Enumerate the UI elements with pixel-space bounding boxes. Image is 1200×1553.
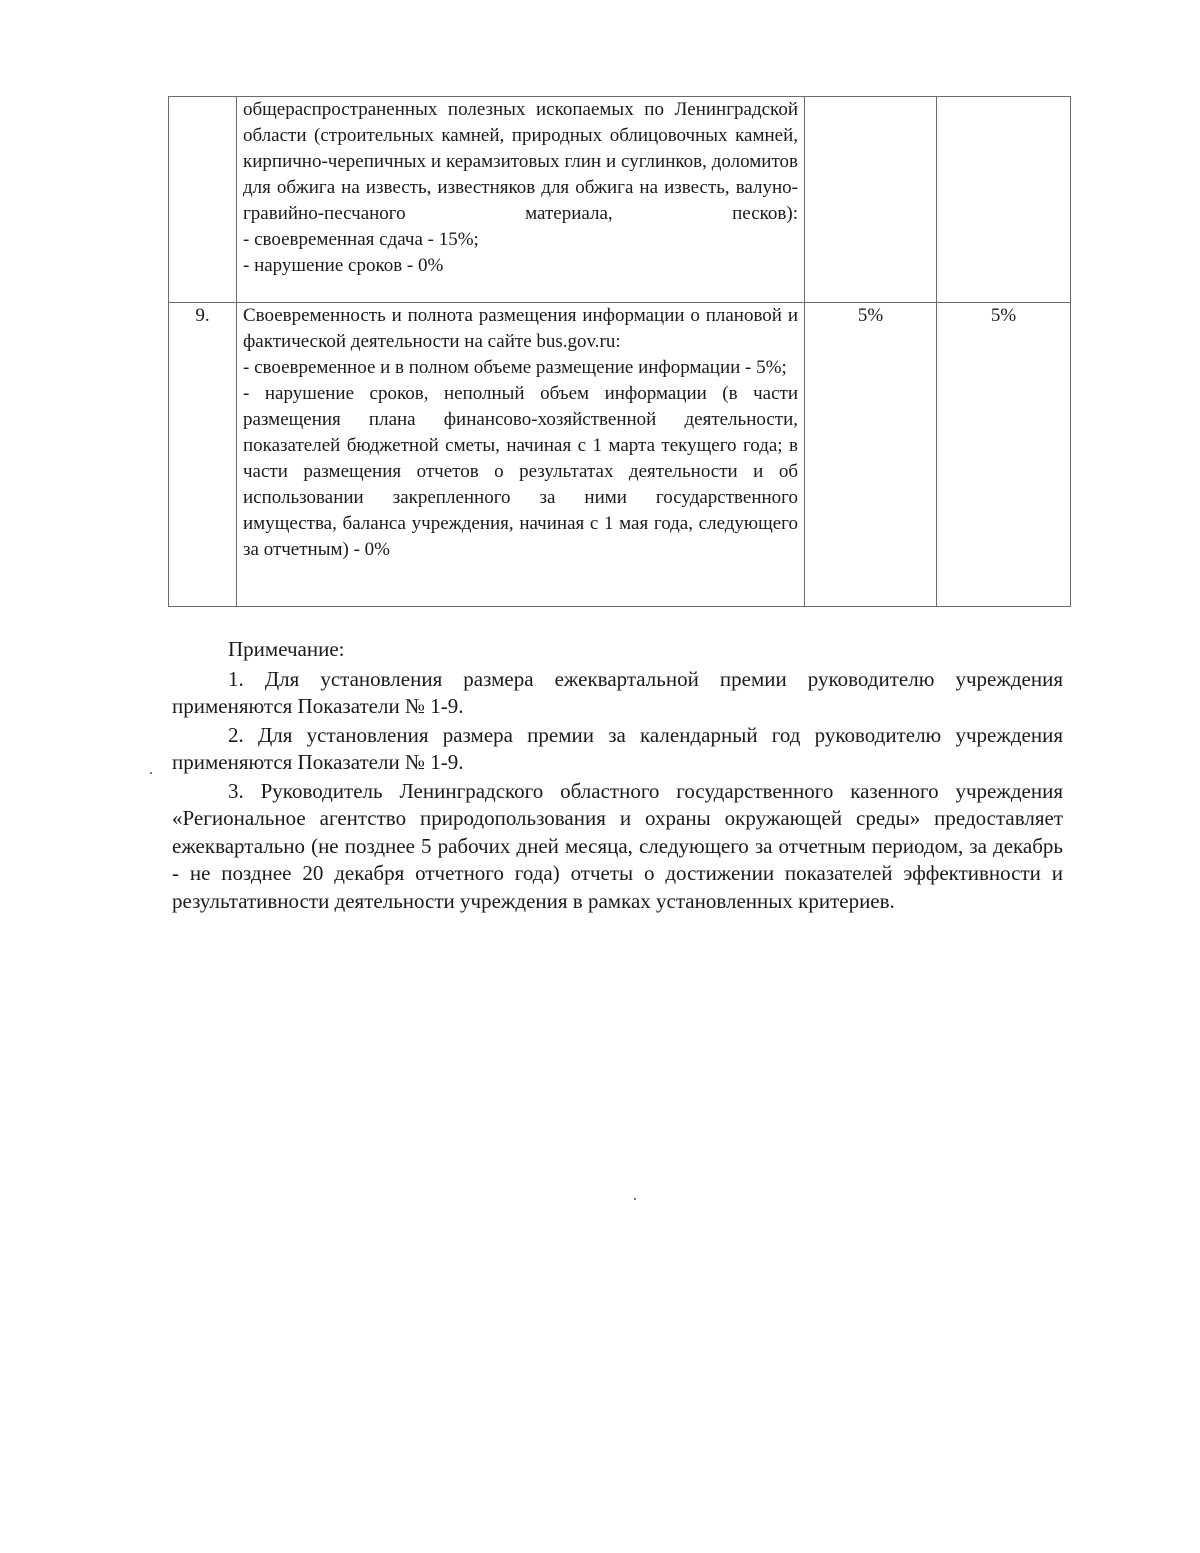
row-number: 9. [169,303,237,607]
criterion-text-line: общераспространенных полезных ископаемых по Ленинградской области (строительных камней, природных облицовочных камней, кирпично-черепичных и керамзитовых глин и суглинков, доломитов для обжига на известь, известняков для обжига на известь, валуно-гравийно-песчаного материала, песков): [243,99,798,224]
criterion-value: 5% [805,303,937,607]
criterion-text-line: - своевременная сдача - 15%; [243,229,479,250]
table-row [169,303,1071,607]
criterion-text-line: Своевременность и полнота размещения информации о плановой и фактической деятельности на сайте bus.gov.ru: [243,305,798,352]
note-item: 1. Для установления размера ежеквартальной премии руководителю учреждения применяются Показатели № 1-9. [172,666,1063,718]
criterion-text [237,303,805,607]
criterion-value: 5% [937,303,1071,607]
row-number [169,97,237,303]
criteria-table [168,96,1071,607]
notes-heading: Примечание: [228,637,345,661]
note-item: 3. Руководитель Ленинградского областного государственного казенного учреждения «Региональное агентство природопользования и охраны окружающей среды» предоставляет ежеквартально (не позднее 5 рабочих дней месяца, следующего за отчетным периодом, за декабрь - не позднее 20 декабря отчетного года) отчеты о достижении показателей эффективности и результативности деятельности учреждения в рамках установленных критериев. [172,778,1063,913]
criterion-text-line: - своевременное и в полном объеме размещение информации - 5%; [243,357,787,378]
table-row [169,97,1071,303]
criterion-value [937,97,1071,303]
scan-speck [150,772,152,774]
note-item: 2. Для установления размера премии за календарный год руководителю учреждения применяются Показатели № 1-9. [172,722,1063,774]
criterion-text [237,97,805,303]
criterion-text-line: - нарушение сроков, неполный объем информации (в части размещения плана финансово-хозяйственной деятельности, показателей бюджетной сметы, начиная с 1 марта текущего года; в части размещения отчетов о результатах деятельности и об использовании закрепленного за ними государственного имущества, баланса учреждения, начиная с 1 мая года, следующего за отчетным) - 0% [243,383,798,560]
notes-section [172,636,1063,916]
scan-speck [634,1198,636,1200]
criterion-value [805,97,937,303]
criterion-text-line: - нарушение сроков - 0% [243,255,444,276]
